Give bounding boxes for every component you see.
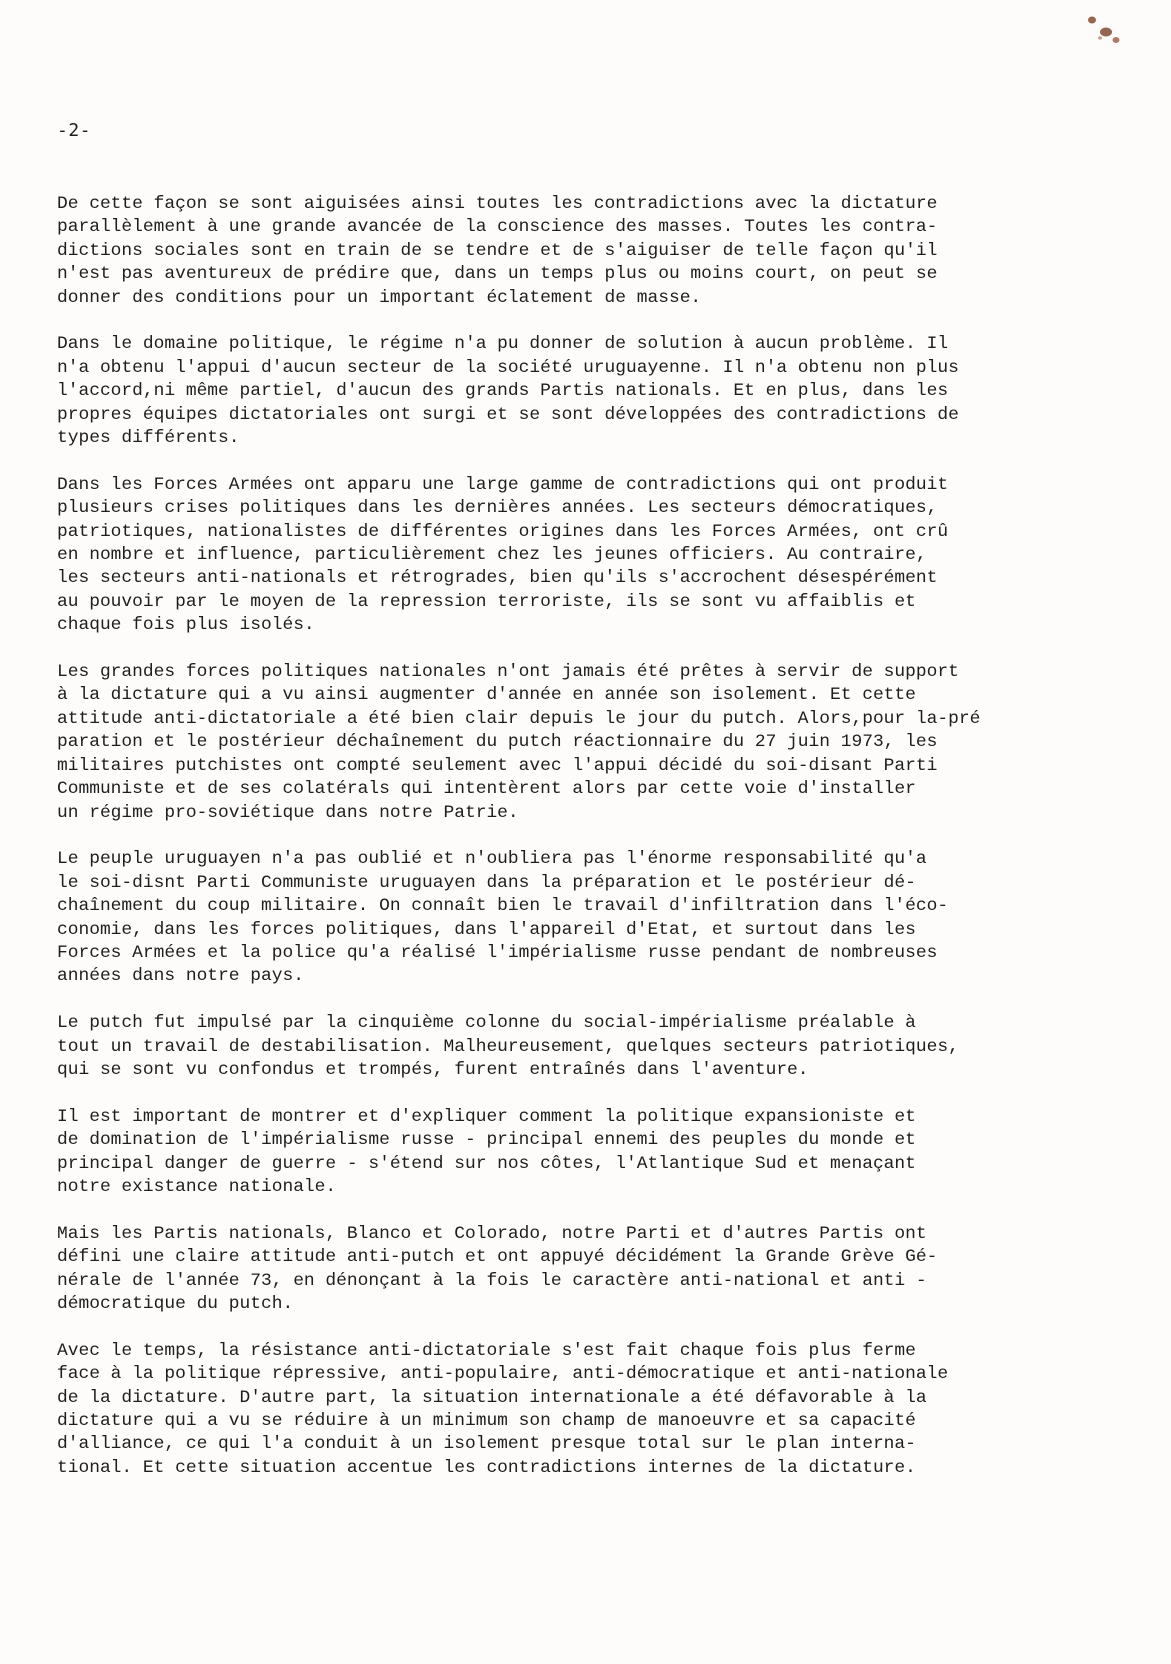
paragraph <box>57 333 1107 450</box>
text-line: dictature qui a vu se réduire à un minimum son champ de manoeuvre et sa capacité <box>57 1411 916 1431</box>
paragraph <box>57 474 1107 638</box>
text-line: années dans notre pays. <box>57 966 304 987</box>
text-line: De cette façon se sont aiguisées ainsi toutes les contradictions avec la dictature <box>57 194 938 214</box>
text-line: notre existance nationale. <box>57 1176 337 1197</box>
paragraph <box>57 1012 1107 1082</box>
text-line: défini une claire attitude anti-putch et ont appuyé décidément la Grande Grève Gé- <box>57 1247 938 1268</box>
text-line: de domination de l'impérialisme russe - principal ennemi des peuples du monde et <box>57 1130 916 1151</box>
text-line: Le putch fut impulsé par la cinquième colonne du social-impérialisme préalable à <box>57 1013 916 1034</box>
text-line: types différents. <box>57 428 240 449</box>
ink-stain-mark <box>1080 12 1140 57</box>
paragraph <box>57 1223 1107 1317</box>
text-line: Le peuple uruguayen n'a pas oublié et n'oubliera pas l'énorme responsabilité qu'a <box>57 849 927 870</box>
text-line: au pouvoir par le moyen de la repression terroriste, ils se sont vu affaiblis et <box>57 591 916 612</box>
text-line: patriotiques, nationalistes de différentes origines dans les Forces Armées, ont crû <box>57 521 949 542</box>
paragraph <box>57 193 1107 310</box>
text-line: n'a obtenu l'appui d'aucun secteur de la société uruguayenne. Il n'a obtenu non plus <box>57 357 959 378</box>
text-line: Forces Armées et la police qu'a réalisé l'impérialisme russe pendant de nombreuses <box>57 942 938 963</box>
text-line: Dans les Forces Armées ont apparu une large gamme de contradictions qui ont produit <box>57 474 949 495</box>
text-line: militaires putchistes ont compté seulement avec l'appui décidé du soi-disant Parti <box>57 755 938 776</box>
text-line: conomie, dans les forces politiques, dans l'appareil d'Etat, et surtout dans les <box>57 919 916 940</box>
text-line: tional. Et cette situation accentue les contradictions internes de la dictature. <box>57 1457 916 1478</box>
text-line: principal danger de guerre - s'étend sur nos côtes, l'Atlantique Sud et menaçant <box>57 1153 916 1174</box>
text-line: de la dictature. D'autre part, la situation internationale a été défavorable à la <box>57 1387 927 1408</box>
text-line: Les grandes forces politiques nationales n'ont jamais été prêtes à servir de support <box>57 662 959 683</box>
text-line: démocratique du putch. <box>57 1293 294 1314</box>
text-line: nérale de l'année 73, en dénonçant à la fois le caractère anti-national et anti - <box>57 1270 927 1291</box>
text-line: qui se sont vu confondus et trompés, furent entraînés dans l'aventure. <box>57 1059 809 1080</box>
text-line: donner des conditions pour un important éclatement de masse. <box>57 287 702 308</box>
text-line: un régime pro-soviétique dans notre Patrie. <box>57 802 519 823</box>
text-line: le soi-disnt Parti Communiste uruguayen dans la préparation et le postérieur dé- <box>57 872 916 893</box>
text-line: parallèlement à une grande avancée de la conscience des masses. Toutes les contra- <box>57 217 938 238</box>
text-line: propres équipes dictatoriales ont surgi et se sont développées des contradictions de <box>57 404 959 425</box>
text-line: face à la politique répressive, anti-populaire, anti-démocratique et anti-nationale <box>57 1364 949 1385</box>
document-body <box>57 193 1107 1504</box>
text-line: dictions sociales sont en train de se tendre et de s'aiguiser de telle façon qu'il <box>57 240 938 261</box>
text-line: n'est pas aventureux de prédire que, dans un temps plus ou moins court, on peut se <box>57 264 938 285</box>
page-number: -2- <box>57 120 92 141</box>
text-line: Il est important de montrer et d'expliquer comment la politique expansioniste et <box>57 1106 916 1127</box>
text-line: les secteurs anti-nationals et rétrogrades, bien qu'ils s'accrochent désespérément <box>57 568 938 589</box>
text-line: l'accord,ni même partiel, d'aucun des grands Partis nationals. Et en plus, dans les <box>57 381 949 402</box>
text-line: Dans le domaine politique, le régime n'a pu donner de solution à aucun problème. Il <box>57 334 949 355</box>
paragraph <box>57 1340 1107 1480</box>
text-line: paration et le postérieur déchaînement du putch réactionnaire du 27 juin 1973, les <box>57 732 938 753</box>
paragraph <box>57 1106 1107 1200</box>
text-line: chaînement du coup militaire. On connaît bien le travail d'infiltration dans l'éco- <box>57 896 949 917</box>
text-line: Mais les Partis nationals, Blanco et Colorado, notre Parti et d'autres Partis ont <box>57 1223 927 1244</box>
text-line: attitude anti-dictatoriale a été bien clair depuis le jour du putch. Alors,pour la-pré <box>57 708 981 729</box>
text-line: Communiste et de ses colatérals qui intentèrent alors par cette voie d'installer <box>57 779 916 800</box>
paragraph <box>57 661 1107 825</box>
text-line: à la dictature qui a vu ainsi augmenter d'année en année son isolement. Et cette <box>57 685 916 706</box>
text-line: plusieurs crises politiques dans les dernières années. Les secteurs démocratiques, <box>57 498 938 519</box>
text-line: tout un travail de destabilisation. Malheureusement, quelques secteurs patriotiques, <box>57 1036 959 1057</box>
text-line: en nombre et influence, particulièrement chez les jeunes officiers. Au contraire, <box>57 545 927 566</box>
text-line: chaque fois plus isolés. <box>57 615 315 636</box>
paragraph <box>57 848 1107 988</box>
text-line: d'alliance, ce qui l'a conduit à un isolement presque total sur le plan interna- <box>57 1434 916 1455</box>
text-line: Avec le temps, la résistance anti-dictatoriale s'est fait chaque fois plus ferme <box>57 1340 916 1361</box>
